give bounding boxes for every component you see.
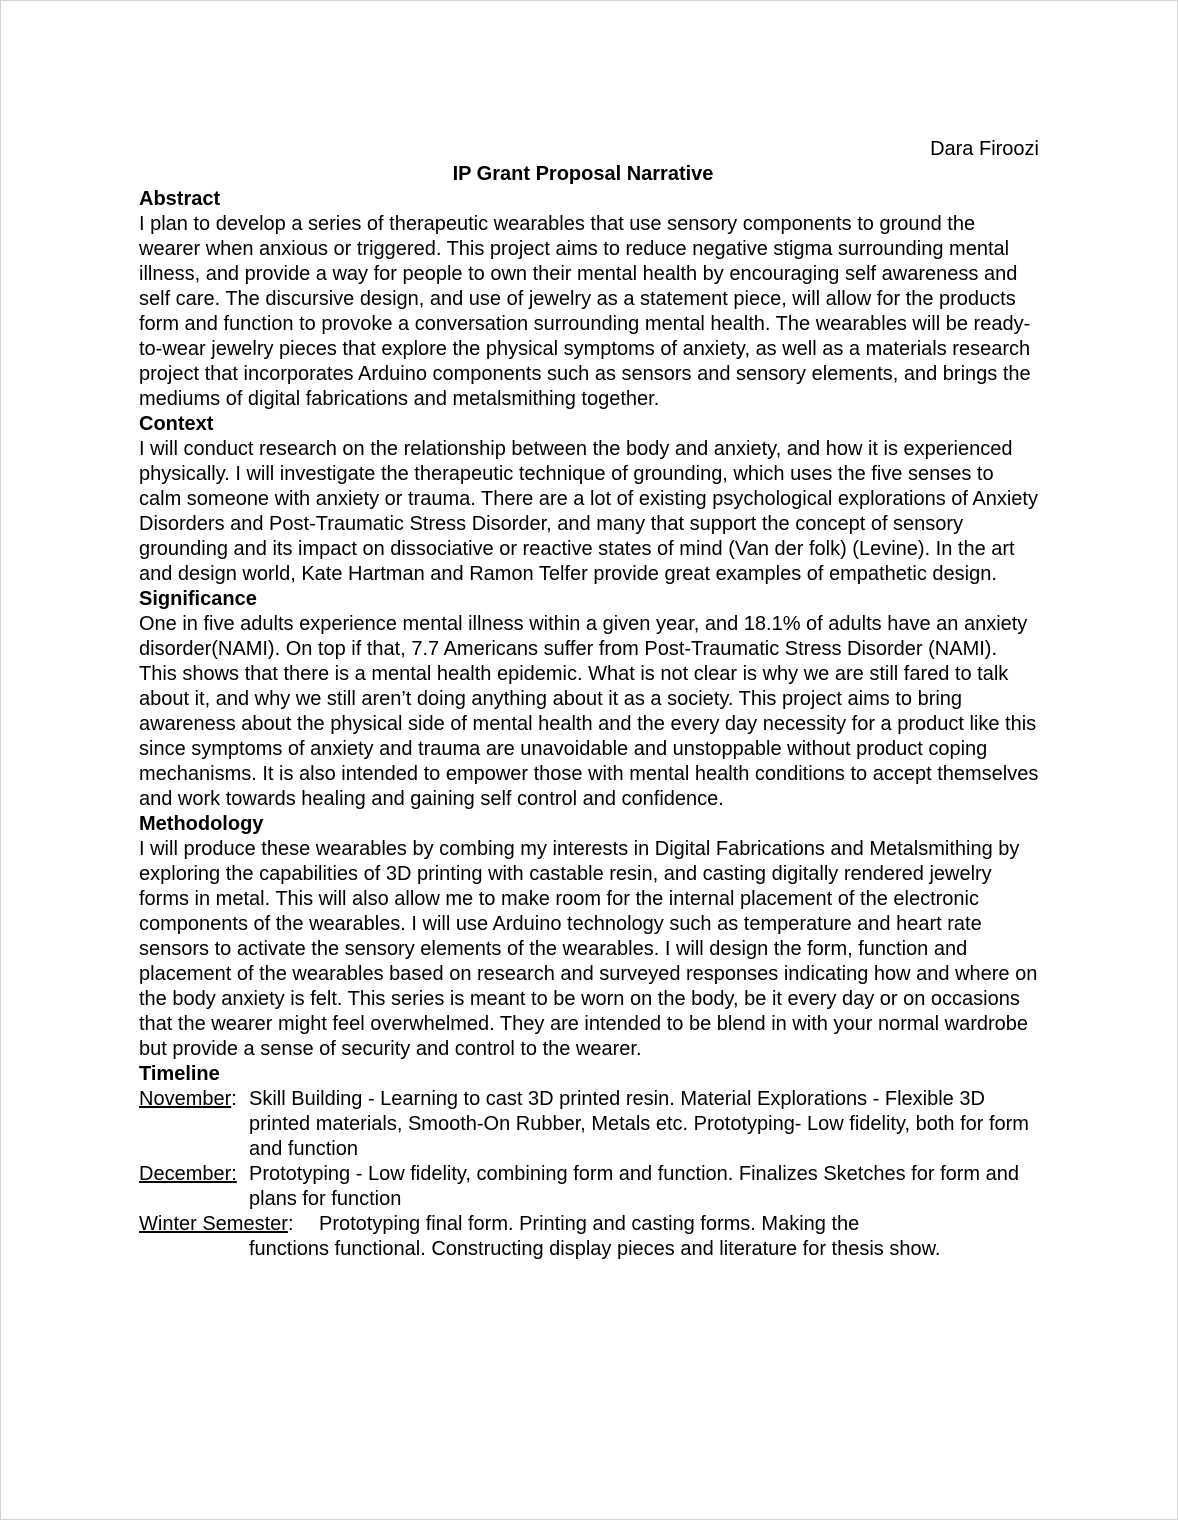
section-body: One in five adults experience mental illness within a given year, and 18.1% of adults have an anxiety disorder(NAMI). On top if that, 7.7 Americans suffer from Post-Traumatic Stress Disorder (NAMI). This shows that there is a mental health epidemic. What is not clear is why we are still fared to talk about it, and why we still aren’t doing anything about it as a society. This project aims to bring awareness about the physical side of mental health and the every day necessity for a product like this since symptoms of anxiety and trauma are unavoidable and unstoppable without product coping mechanisms. It is also intended to empower those with mental health conditions to accept themselves and work towards healing and gaining self control and confidence. bbox=[139, 613, 1039, 810]
section-abstract bbox=[139, 187, 1039, 412]
timeline-item-december bbox=[139, 1162, 1039, 1212]
section-heading: Timeline bbox=[139, 1063, 220, 1085]
timeline-text: Prototyping - Low fidelity, combining form and function. Finalizes Sketches for form and plans for function bbox=[249, 1163, 1019, 1210]
section-body: I plan to develop a series of therapeutic wearables that use sensory components to ground the wearer when anxious or triggered. This project aims to reduce negative stigma surrounding mental illness, and provide a way for people to own their mental health by encouraging self awareness and self care. The discursive design, and use of jewelry as a statement piece, will allow for the products form and function to provoke a conversation surrounding mental health. The wearables will be ready-to-wear jewelry pieces that explore the physical symptoms of anxiety, as well as a materials research project that incorporates Arduino components such as sensors and sensory elements, and brings the mediums of digital fabrications and metalsmithing together. bbox=[139, 213, 1031, 410]
timeline-text: Skill Building - Learning to cast 3D printed resin. Material Explorations - Flexible 3D printed materials, Smooth-On Rubber, Metals etc. Prototyping- Low fidelity, both for form and function bbox=[249, 1088, 1029, 1160]
timeline-label: November: bbox=[139, 1088, 237, 1110]
section-context bbox=[139, 412, 1039, 587]
section-heading: Significance bbox=[139, 588, 257, 610]
section-timeline bbox=[139, 1062, 1039, 1262]
section-significance bbox=[139, 587, 1039, 812]
timeline-label: Winter Semester: bbox=[139, 1213, 294, 1235]
author-name: Dara Firoozi bbox=[930, 138, 1039, 160]
timeline-text: Prototyping final form. Printing and casting forms. Making the bbox=[319, 1213, 860, 1235]
timeline-text-continued: functions functional. Constructing display pieces and literature for thesis show. bbox=[249, 1238, 941, 1260]
document-title: IP Grant Proposal Narrative bbox=[452, 163, 714, 185]
section-body: I will conduct research on the relationship between the body and anxiety, and how it is experienced physically. I will investigate the therapeutic technique of grounding, which uses the five senses to calm someone with anxiety or trauma. There are a lot of existing psychological explorations of Anxiety Disorders and Post-Traumatic Stress Disorder, and many that support the concept of sensory grounding and its impact on dissociative or reactive states of mind (Van der folk) (Levine). In the art and design world, Kate Hartman and Ramon Telfer provide great examples of empathetic design. bbox=[139, 438, 1038, 585]
document-content bbox=[139, 137, 1039, 1262]
timeline-item-november bbox=[139, 1087, 1039, 1162]
timeline-label: December: bbox=[139, 1163, 237, 1185]
section-methodology bbox=[139, 812, 1039, 1062]
timeline-item-winter-semester bbox=[139, 1212, 1039, 1262]
section-heading: Context bbox=[139, 413, 214, 435]
section-body: I will produce these wearables by combing my interests in Digital Fabrications and Metalsmithing by exploring the capabilities of 3D printing with castable resin, and casting digitally rendered jewelry forms in metal. This will also allow me to make room for the internal placement of the electronic components of the wearables. I will use Arduino technology such as temperature and heart rate sensors to activate the sensory elements of the wearables. I will design the form, function and placement of the wearables based on research and surveyed responses indicating how and where on the body anxiety is felt. This series is meant to be worn on the body, be it every day or on occasions that the wearer might feel overwhelmed. They are intended to be blend in with your normal wardrobe but provide a sense of security and control to the wearer. bbox=[139, 838, 1038, 1060]
section-heading: Abstract bbox=[139, 188, 221, 210]
section-heading: Methodology bbox=[139, 813, 264, 835]
